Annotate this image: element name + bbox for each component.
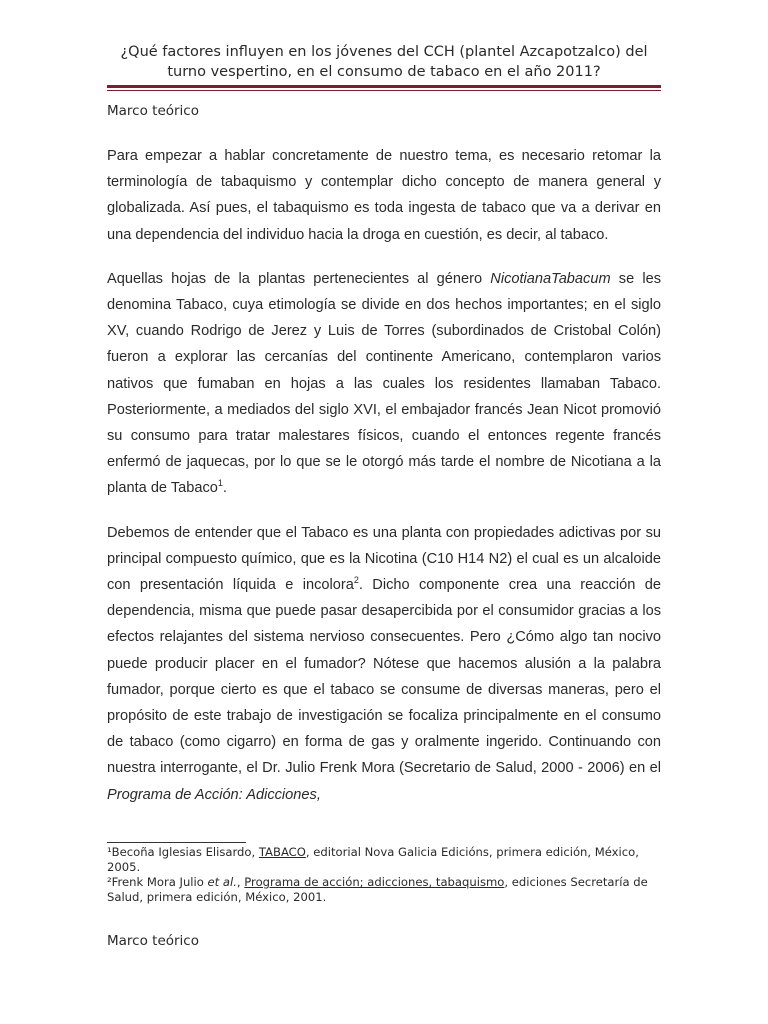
footnote-ref-1: 1: [217, 478, 223, 489]
body-text: [107, 143, 661, 826]
program-title: Programa de Acción: Adicciones,: [107, 786, 321, 803]
footnote-ref-2: 2: [353, 575, 359, 586]
footnote-separator: [107, 842, 246, 843]
header-rule-thin: [107, 90, 661, 91]
section-heading: Marco teórico: [107, 103, 199, 119]
paragraph-3: Debemos de entender que el Tabaco es una planta con propiedades adictivas por su principal compuesto químico, que es la Nicotina (C10 H14 N2) el cual es un alcaloide con presentación líquida e incolora$^2$. Dicho componente crea una reacción de dependencia, misma que puede pasar desapercibida por el consumidor gracias a los efectos relajantes del sistema nervioso consecuentes. Pero ¿Cómo algo tan nocivo puede producir placer en el fumador? Nótese que hacemos alusión a la palabra fumador, porque cierto es que el tabaco se consume de diversas maneras, pero el propósito de este trabajo de investigación se focaliza principalmente en el consumo de tabaco (como cigarro) en forma de gas y oralmente ingerido. Continuando con nuestra interrogante, el Dr. Julio Frenk Mora (Secretario de Salud, 2000 - 2006) en el Programa de Acción: Adicciones,: [107, 524, 661, 803]
section-heading-next-page: Marco teórico: [107, 933, 199, 949]
header-rule-thick: [107, 85, 661, 88]
paragraph-1: Para empezar a hablar concretamente de nuestro tema, es necesario retomar la terminología de tabaquismo y contemplar dicho concepto de manera general y globalizada. Así pues, el tabaquismo es toda ingesta de tabaco que va a derivar en una dependencia del individuo hacia la droga en cuestión, es decir, al tabaco.: [107, 148, 661, 243]
running-header: ¿Qué factores influyen en los jóvenes del CCH (plantel Azcapotzalco) del turno vespertino, en el consumo de tabaco en el año 2011?: [120, 44, 648, 80]
footnote-1: ¹Becoña Iglesias Elisardo, TABACO, editorial Nova Galicia Edicións, primera edición, México, 2005.: [107, 845, 639, 874]
paragraph-2: Aquellas hojas de la plantas pertenecientes al género NicotianaTabacum se les denomina Tabaco, cuya etimología se divide en dos hechos importantes; en el siglo XV, cuando Rodrigo de Jerez y Luis de Torres (subordinados de Cristobal Colón) fueron a explorar las cercanías del continente Americano, contemplaron varios nativos que fumaban en hojas a las cuales los residentes llamaban Tabaco. Posteriormente, a mediados del siglo XVI, el embajador francés Jean Nicot promovió su consumo para tratar malestares físicos, cuando el entonces regente francés enfermó de jaquecas, por lo que se le otorgó más tarde el nombre de Nicotiana a la planta de Tabaco$^1$.: [107, 270, 661, 497]
footnote-2: ²Frenk Mora Julio et al., Programa de acción; adicciones, tabaquismo, ediciones Secretaría de Salud, primera edición, México, 2001.: [107, 875, 648, 904]
footnotes: [107, 845, 667, 905]
scientific-name: NicotianaTabacum: [490, 270, 611, 287]
